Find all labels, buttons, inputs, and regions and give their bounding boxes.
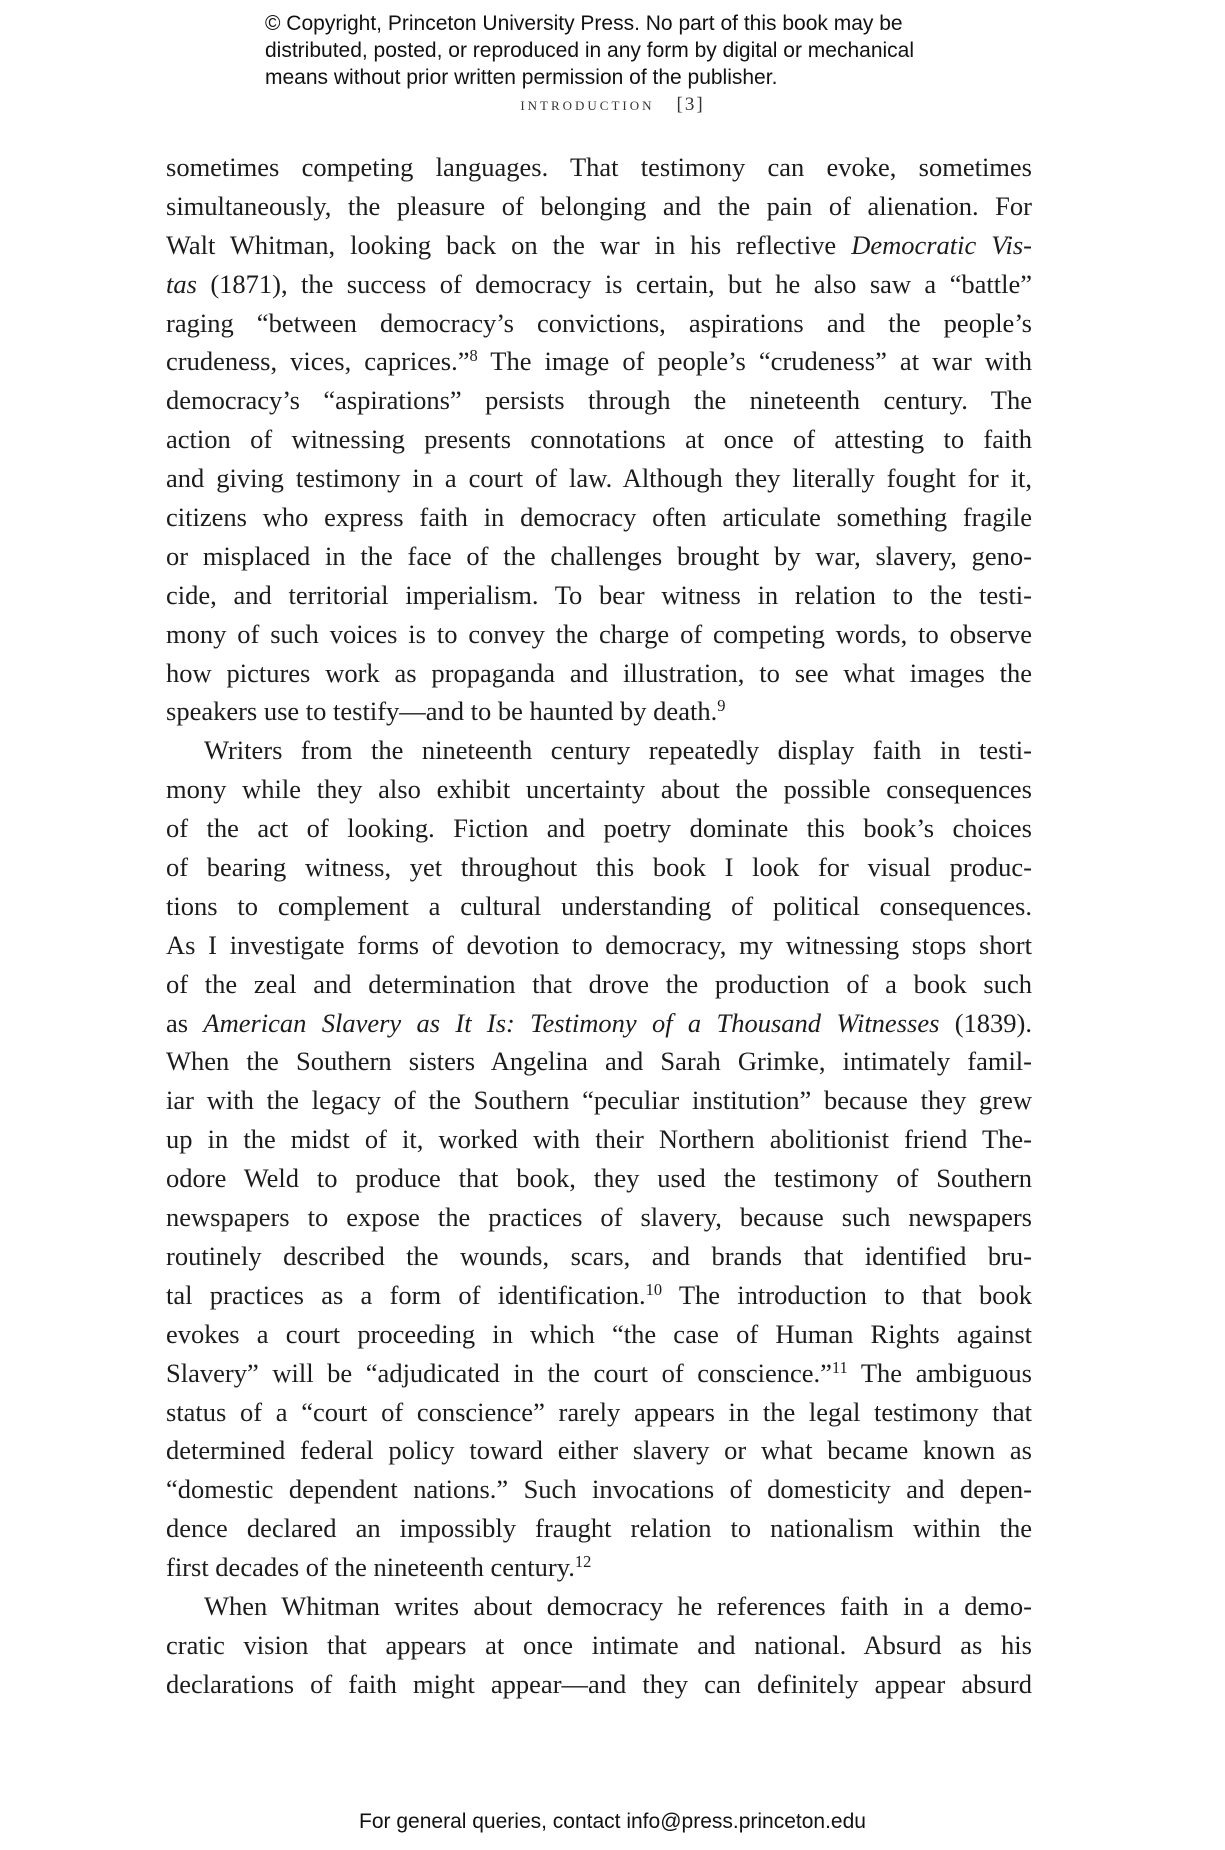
text-line: determined federal policy toward either slavery or what became known as bbox=[166, 1435, 1032, 1466]
text-line: of the zeal and determination that drove the production of a book such bbox=[166, 968, 1032, 999]
text-line: As I investigate forms of devotion to democracy, my witnessing stops short bbox=[166, 929, 1032, 960]
text-line: odore Weld to produce that book, they used the testimony of Southern bbox=[166, 1163, 1032, 1194]
text-line: as American Slavery as It Is: Testimony of a Thousand Witnesses (1839). bbox=[166, 1007, 1032, 1038]
text-line: speakers use to testify—and to be haunted by death.$^9$ bbox=[166, 696, 726, 727]
text-line: cide, and territorial imperialism. To bear witness in relation to the testi- bbox=[166, 579, 1032, 610]
text-line: newspapers to expose the practices of slavery, because such newspapers bbox=[166, 1202, 1032, 1233]
running-head bbox=[0, 94, 1225, 116]
text-line: simultaneously, the pleasure of belonging and the pain of alienation. For bbox=[166, 190, 1032, 221]
text-line: status of a “court of conscience” rarely appears in the legal testimony that bbox=[166, 1396, 1032, 1427]
body-text bbox=[166, 148, 1032, 1704]
running-head-title: introduction bbox=[520, 94, 655, 115]
footer-contact: For general queries, contact info@press.princeton.edu bbox=[359, 1810, 866, 1833]
text-line: tas (1871), the success of democracy is certain, but he also saw a “battle” bbox=[166, 268, 1032, 299]
text-line: Slavery” will be “adjudicated in the court of conscience.”$^{11}$ The ambiguous bbox=[166, 1357, 1032, 1388]
text-line: sometimes competing languages. That testimony can evoke, sometimes bbox=[166, 152, 1032, 182]
text-line: declarations of faith might appear—and they can definitely appear absurd bbox=[166, 1668, 1032, 1699]
paragraph bbox=[166, 148, 1032, 731]
text-line: crudeness, vices, caprices.”$^8$ The image of people’s “crudeness” at war with bbox=[166, 346, 1033, 377]
text-line: dence declared an impossibly fraught relation to nationalism within the bbox=[166, 1513, 1032, 1544]
text-line: how pictures work as propaganda and illustration, to see what images the bbox=[166, 657, 1032, 688]
text-line: mony of such voices is to convey the charge of competing words, to observe bbox=[166, 618, 1032, 649]
copyright-line: distributed, posted, or reproduced in any form by digital or mechanical bbox=[265, 39, 915, 62]
text-line: or misplaced in the face of the challenges brought by war, slavery, geno- bbox=[166, 540, 1032, 571]
text-line: citizens who express faith in democracy often articulate something fragile bbox=[166, 502, 1032, 533]
text-line: routinely described the wounds, scars, and brands that identified bru- bbox=[166, 1240, 1032, 1271]
text-line: raging “between democracy’s convictions, aspirations and the people’s bbox=[166, 307, 1032, 338]
text-line: When Whitman writes about democracy he references faith in a demo- bbox=[204, 1590, 1032, 1621]
text-line: democracy’s “aspirations” persists through the nineteenth century. The bbox=[166, 385, 1032, 416]
page-number: [3] bbox=[676, 94, 705, 115]
text-line: of bearing witness, yet throughout this book I look for visual produc- bbox=[166, 852, 1032, 883]
text-line: tal practices as a form of identification.$^{10}$ The introduction to that book bbox=[166, 1279, 1033, 1310]
text-line: evokes a court proceeding in which “the case of Human Rights against bbox=[166, 1318, 1032, 1349]
text-line: iar with the legacy of the Southern “peculiar institution” because they grew bbox=[166, 1085, 1032, 1116]
text-line: Walt Whitman, looking back on the war in his reflective Democratic Vis- bbox=[166, 229, 1032, 260]
copyright-line: means without prior written permission of the publisher. bbox=[265, 66, 778, 89]
text-line: When the Southern sisters Angelina and Sarah Grimke, intimately famil- bbox=[166, 1046, 1032, 1077]
text-line: up in the midst of it, worked with their Northern abolitionist friend The- bbox=[166, 1124, 1032, 1155]
text-line: Writers from the nineteenth century repeatedly display faith in testi- bbox=[204, 735, 1032, 766]
text-line: mony while they also exhibit uncertainty about the possible consequences bbox=[166, 774, 1032, 805]
text-line: cratic vision that appears at once intimate and national. Absurd as his bbox=[166, 1629, 1032, 1660]
text-line: “domestic dependent nations.” Such invocations of domesticity and depen- bbox=[166, 1474, 1032, 1505]
text-line: action of witnessing presents connotations at once of attesting to faith bbox=[166, 424, 1032, 455]
paragraph bbox=[166, 731, 1032, 1587]
text-line: tions to complement a cultural understanding of political consequences. bbox=[166, 890, 1032, 921]
copyright-notice bbox=[265, 10, 1025, 91]
text-line: of the act of looking. Fiction and poetry dominate this book’s choices bbox=[166, 813, 1032, 844]
copyright-line: © Copyright, Princeton University Press. No part of this book may be bbox=[265, 12, 903, 35]
paragraph bbox=[166, 1587, 1032, 1704]
text-line: first decades of the nineteenth century.$^{12}$ bbox=[166, 1552, 592, 1583]
text-line: and giving testimony in a court of law. Although they literally fought for it, bbox=[166, 463, 1032, 494]
